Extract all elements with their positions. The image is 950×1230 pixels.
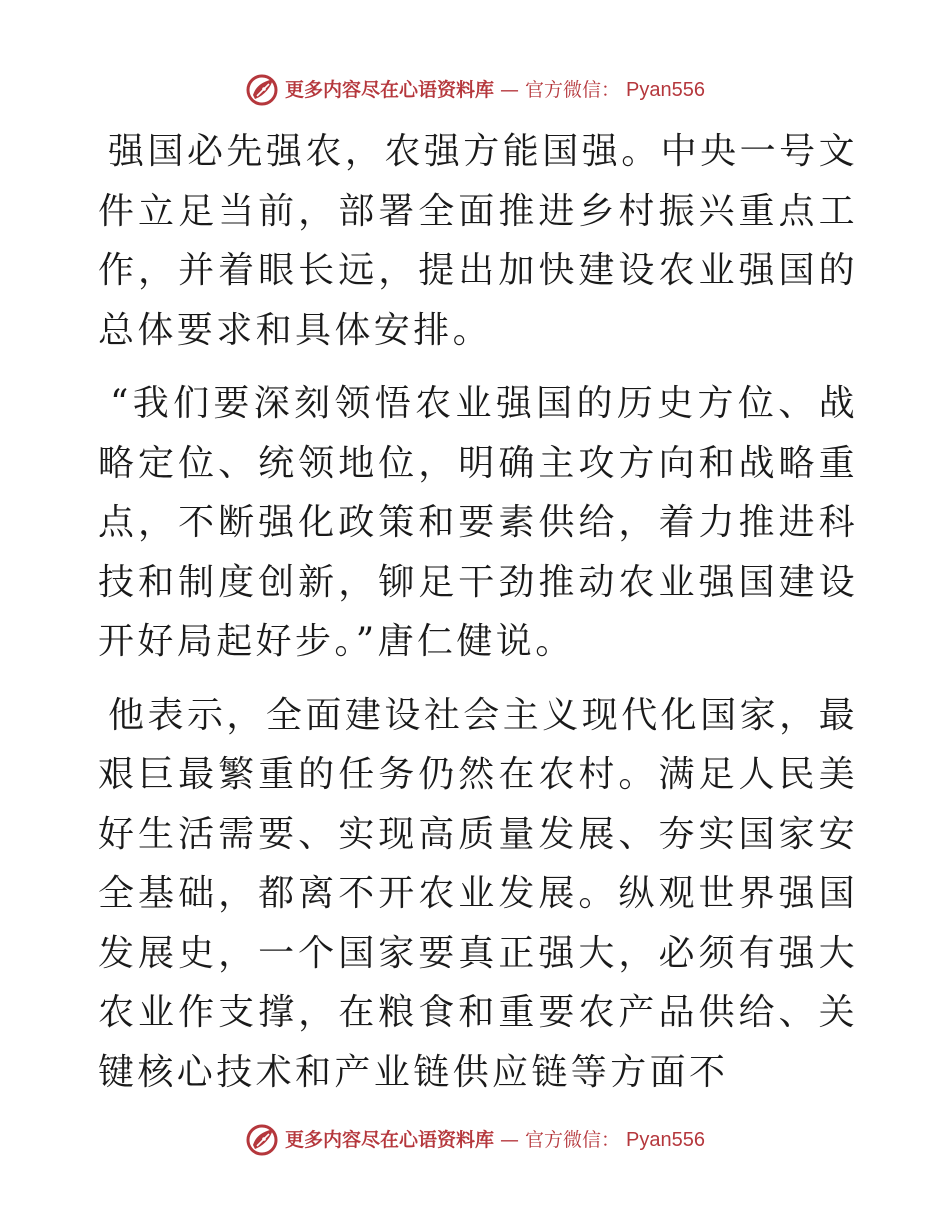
document-body [98,122,858,1116]
banner-main-text: 更多内容尽在心语资料库 [285,1128,495,1151]
footer-banner [0,1120,950,1160]
banner-separator: — [500,78,520,101]
banner-wechat-handle: Pyan556 [626,1129,705,1151]
banner-label: 官方微信： [525,1128,621,1151]
banner-separator: — [500,1128,520,1151]
banner-main-text: 更多内容尽在心语资料库 [285,78,495,101]
banner-label: 官方微信： [525,78,621,101]
pen-nib-logo-icon [245,1123,279,1157]
header-banner [0,70,950,110]
pen-nib-logo-icon [245,73,279,107]
banner-wechat-handle: Pyan556 [626,79,705,101]
paragraph-2: “我们要深刻领悟农业强国的历史方位、战略定位、统领地位，明确主攻方向和战略重点，不断强化政策和要素供给，着力推进科技和制度创新，铆足干劲推动农业强国建设开好局起好步。”唐仁健说。 [98,383,858,662]
paragraph-3: 他表示，全面建设社会主义现代化国家，最艰巨最繁重的任务仍然在农村。满足人民美好生活需要、实现高质量发展、夯实国家安全基础，都离不开农业发展。纵观世界强国发展史，一个国家要真正强大，必须有强大农业作支撑，在粮食和重要农产品供给、关键核心技术和产业链供应链等方面不 [98,694,858,1093]
paragraph-1: 强国必先强农，农强方能国强。中央一号文件立足当前，部署全面推进乡村振兴重点工作，并着眼长远，提出加快建设农业强国的总体要求和具体安排。 [98,131,858,351]
